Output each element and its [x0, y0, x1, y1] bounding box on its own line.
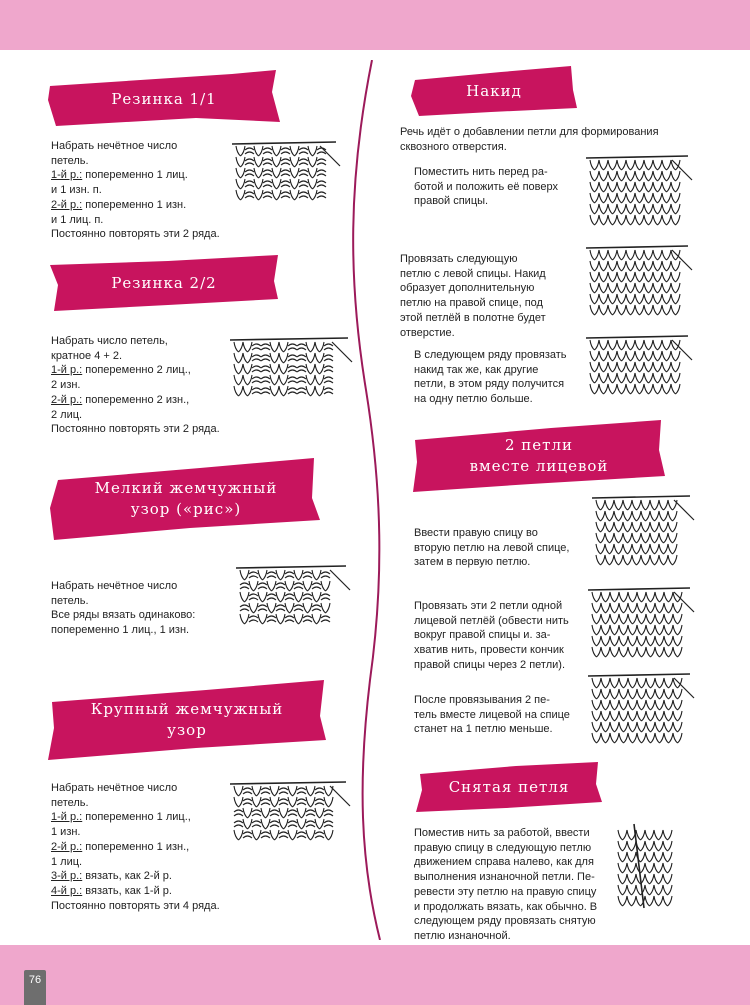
text-line [51, 796, 220, 811]
text-line: После провязывания 2 пе- [414, 694, 550, 706]
k2tog-step-3-illustration [588, 668, 696, 753]
text-line [51, 899, 220, 914]
section-title: Резинка 2/2 [111, 273, 217, 292]
yarn-over-step-1-illustration [586, 150, 694, 237]
text-line [51, 810, 220, 825]
slipped-stitch-text [414, 826, 597, 944]
text-line [51, 623, 195, 638]
yarn-over-step-2-illustration [586, 240, 694, 327]
text-line [51, 334, 220, 349]
text-line: Поместив нить за работой, ввести [414, 827, 590, 839]
text-line [51, 594, 195, 609]
section-text-double-seed-stitch [51, 781, 220, 913]
row-text: и 1 лиц. п. [51, 213, 104, 226]
bottom-color-band [0, 945, 750, 1005]
text-line: петли, в этом ряду получится [414, 378, 565, 391]
text-line: образует дополнительную [400, 282, 535, 295]
row-text: Постоянно повторять эти 2 ряда. [51, 228, 220, 241]
row-label: 3-й р.: [51, 870, 83, 883]
text-line: выполнения изнаночной петли. Пе- [414, 871, 595, 884]
rib-2x2-swatch-illustration [230, 332, 354, 415]
text-line: петлю на правой спице, под [400, 297, 543, 310]
section-title: Мелкий жемчужный узор («рис») [94, 479, 278, 518]
k2tog-step-3 [414, 693, 570, 737]
section-title: Резинка 1/1 [111, 89, 217, 108]
row-text: Набрать нечётное число [51, 580, 178, 592]
text-line [51, 198, 220, 213]
text-line: станет на 1 петлю меньше. [414, 723, 553, 736]
text-line [51, 349, 220, 364]
text-line: следующем ряду провязать снятую [414, 915, 596, 928]
rib-1x1-swatch-illustration [232, 136, 342, 217]
text-line: ревести эту петлю на правую спицу [414, 885, 597, 898]
text-line: правой спицы через 2 петли). [414, 658, 565, 671]
top-color-band [0, 0, 750, 50]
section-title: Снятая петля [448, 777, 570, 796]
text-line [51, 422, 220, 437]
text-line [51, 363, 220, 378]
banner-rib-2x2 [48, 255, 280, 311]
text-line: Провязать эти 2 петли одной [414, 600, 563, 612]
banner-slipped-stitch [416, 762, 602, 812]
section-text-rib-1x1 [51, 139, 220, 242]
text-line [51, 579, 195, 594]
row-text: 2 лиц. [51, 408, 83, 421]
row-label: 1-й р.: [51, 364, 83, 377]
row-text: попеременно 1 лиц., [82, 811, 191, 824]
text-line: затем в первую петлю. [414, 556, 531, 569]
text-line: петлю с левой спицы. Накид [400, 267, 546, 280]
row-label: 4-й р.: [51, 884, 83, 897]
row-text: Набрать нечётное число [51, 140, 178, 152]
row-text: и 1 изн. п. [51, 184, 102, 197]
row-text: 1 лиц. [51, 855, 83, 868]
text-line [51, 840, 220, 855]
banner-yarn-over [411, 66, 577, 116]
section-title: Крупный жемчужный узор [90, 700, 284, 739]
text-line: и продолжать вязать, как обычно. В [414, 900, 598, 913]
text-line [51, 825, 220, 840]
row-text: кратное 4 + 2. [51, 349, 123, 362]
row-text: попеременно 1 лиц. [82, 169, 188, 182]
row-label: 1-й р.: [51, 811, 83, 824]
banner-seed-stitch [50, 458, 322, 540]
text-line: на одну петлю больше. [414, 393, 533, 406]
text-line: петлю изнаночной. [414, 929, 511, 942]
text-line: хватив нить, провести кончик [414, 644, 564, 657]
section-title: 2 петли вместе лицевой [469, 436, 609, 475]
yarn-over-step-3-illustration [586, 330, 694, 413]
row-text: вязать, как 2-й р. [82, 870, 172, 883]
seed-stitch-swatch-illustration [236, 560, 352, 641]
row-text: Все ряды вязать одинаково: [51, 609, 196, 622]
section-text-seed-stitch [51, 579, 195, 638]
k2tog-step-2-illustration [588, 582, 696, 671]
text-line: Провязать следующую [400, 253, 518, 265]
k2tog-step-1 [414, 526, 569, 570]
text-line: Ввести правую спицу во [414, 527, 538, 539]
row-text: петель. [51, 796, 89, 809]
banner-double-seed-stitch [46, 680, 328, 760]
text-line [51, 869, 220, 884]
row-text: петель. [51, 594, 89, 607]
text-line [51, 154, 220, 169]
text-line [51, 227, 220, 242]
row-label: 2-й р.: [51, 198, 83, 211]
yarn-over-step-2 [400, 252, 546, 340]
row-text: Набрать нечётное число [51, 782, 178, 794]
row-text: петель. [51, 154, 89, 167]
row-text: попеременно 2 лиц., [82, 364, 191, 377]
banner-rib-1x1 [46, 70, 282, 128]
text-line [51, 168, 220, 183]
text-line: сквозного отверстия. [400, 140, 507, 153]
text-line [51, 393, 220, 408]
text-line: этой петлёй в полотне будет [400, 311, 546, 324]
row-text: Постоянно повторять эти 4 ряда. [51, 899, 220, 912]
yarn-over-step-3 [414, 348, 567, 407]
row-text: попеременно 1 изн., [82, 840, 190, 853]
text-line [51, 183, 220, 198]
text-line [51, 378, 220, 393]
row-text: вязать, как 1-й р. [82, 884, 172, 897]
text-line: лицевой петлёй (обвести нить [414, 614, 569, 627]
row-label: 2-й р.: [51, 393, 83, 406]
double-seed-swatch-illustration [230, 776, 352, 853]
yarn-over-step-1 [414, 165, 558, 209]
slipped-stitch-illustration [614, 820, 694, 917]
text-line [51, 608, 195, 623]
text-line [51, 213, 220, 228]
row-text: Постоянно повторять эти 2 ряда. [51, 423, 220, 436]
text-line: правую спицу в следующую петлю [414, 841, 592, 854]
banner-knit-two-together [411, 420, 667, 492]
k2tog-step-2 [414, 599, 569, 673]
text-line [51, 408, 220, 423]
text-line: тель вместе лицевой на спице [414, 708, 570, 721]
text-line: Речь идёт о добавлении петли для формирования [400, 126, 659, 138]
text-line [51, 884, 220, 899]
row-text: попеременно 1 лиц., 1 изн. [51, 624, 190, 637]
row-text: 2 изн. [51, 379, 81, 392]
text-line: движением справа налево, как для [414, 856, 594, 869]
text-line: отверстие. [400, 326, 455, 339]
text-line: ботой и положить её поверх [414, 180, 559, 193]
text-line: Поместить нить перед ра- [414, 166, 548, 178]
text-line [51, 855, 220, 870]
section-text-rib-2x2 [51, 334, 220, 437]
row-text: 1 изн. [51, 826, 81, 839]
text-line: В следующем ряду провязать [414, 349, 567, 361]
row-label: 2-й р.: [51, 840, 83, 853]
section-title: Накид [466, 81, 522, 100]
text-line: вокруг правой спицы и. за- [414, 629, 551, 642]
k2tog-step-1-illustration [592, 490, 696, 579]
row-label: 1-й р.: [51, 169, 83, 182]
row-text: Набрать число петель, [51, 335, 168, 347]
text-line [51, 781, 220, 796]
text-line: вторую петлю на левой спице, [414, 541, 570, 554]
row-text: попеременно 1 изн. [82, 198, 187, 211]
text-line: правой спицы. [414, 195, 489, 208]
row-text: попеременно 2 изн., [82, 393, 190, 406]
text-line: накид так же, как другие [414, 363, 539, 376]
text-line [51, 139, 220, 154]
page-number: 76 [24, 970, 46, 1005]
